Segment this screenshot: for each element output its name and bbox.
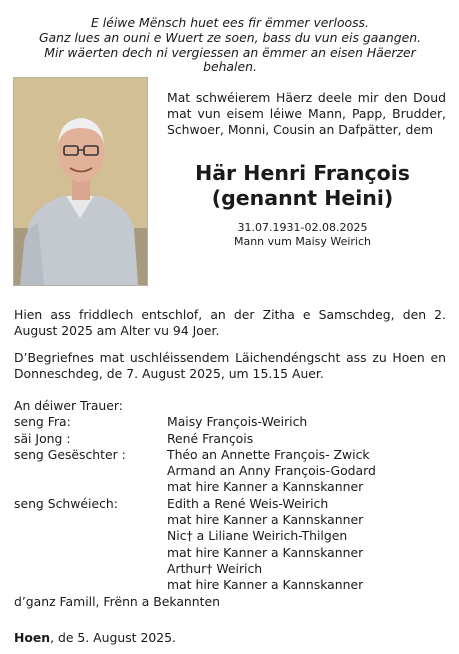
mourners-closing: d’ganz Famill, Frënn a Bekannten — [14, 593, 220, 609]
mourner-relation — [14, 577, 167, 593]
mourner-names: Armand an Anny François-Godard — [167, 463, 376, 479]
portrait-illustration — [14, 78, 147, 285]
mourner-names: René François — [167, 430, 254, 446]
mourner-relation: säi Jong : — [14, 430, 71, 446]
motto-line: E léiwe Mënsch huet ees fir ëmmer verlooss. — [91, 15, 369, 30]
motto-line: behalen. — [203, 59, 257, 75]
spouse-line: Mann vum Maisy Weirich — [233, 235, 372, 248]
death-paragraph: Hien ass friddlech entschlof, an der Zitha e Samschdeg, den 2. August 2025 am Alter vu 94 Joer. — [14, 307, 446, 338]
mourner-names: Edith a René Weis-Weirich — [167, 495, 329, 511]
mourner-relation — [14, 545, 167, 561]
life-dates: 31.07.1931-02.08.2025 — [237, 221, 368, 234]
motto-line: Mir wäerten dech ni vergiessen an ëmmer an eisen Häerzer — [44, 44, 416, 60]
mourner-row — [14, 545, 446, 561]
mourner-row — [14, 463, 446, 479]
mourner-relation: seng Gesëschter : — [14, 446, 126, 462]
motto-line: Ganz lues an ouni e Wuert ze soen, bass du vun eis gaangen. — [38, 29, 422, 45]
mourner-row — [14, 431, 446, 447]
mourner-row — [14, 528, 446, 544]
funeral-paragraph: D’Begriefnes mat uschléissendem Läichendéngscht ass zu Hoen en Donneschdeg, de 7. August 2025, um 15.15 Auer. — [14, 350, 446, 381]
mourner-names: mat hire Kanner a Kannskanner — [167, 577, 364, 593]
mourner-relation: seng Fra: — [14, 414, 71, 430]
mourner-names: Maisy François-Weirich — [167, 414, 308, 430]
mourners-list — [14, 398, 446, 610]
deceased-name-line: Här Henri François — [195, 161, 410, 185]
mourner-row — [14, 561, 446, 577]
portrait-photo — [13, 77, 148, 286]
mourner-relation — [14, 528, 167, 544]
life-dates-block — [160, 221, 445, 249]
mourner-relation — [14, 463, 167, 479]
mourner-row — [14, 479, 446, 495]
mourner-row — [14, 496, 446, 512]
mourner-names: mat hire Kanner a Kannskanner — [167, 479, 364, 495]
mourner-row — [14, 577, 446, 593]
mourner-row — [14, 512, 446, 528]
motto-poem — [10, 16, 450, 75]
mourner-names: Nic† a Liliane Weirich-Thilgen — [167, 528, 348, 544]
mourners-heading: An déiwer Trauer: — [14, 398, 123, 413]
mourner-names: Arthur† Weirich — [167, 560, 263, 576]
mourner-relation — [14, 561, 167, 577]
mourner-row — [14, 414, 446, 430]
mourner-relation — [14, 479, 167, 495]
deceased-name — [160, 161, 445, 211]
footer-place: Hoen — [14, 630, 51, 645]
place-date-line — [14, 630, 176, 646]
mourner-row — [14, 447, 446, 463]
mourner-relation — [14, 512, 167, 528]
footer-date: , de 5. August 2025. — [50, 630, 176, 645]
deceased-nickname-line: (genannt Heini) — [211, 186, 394, 210]
mourner-names: mat hire Kanner a Kannskanner — [167, 544, 364, 560]
mourner-names: mat hire Kanner a Kannskanner — [167, 512, 364, 528]
mourner-names: Théo an Annette François- Zwick — [167, 446, 370, 462]
mourner-relation: seng Schwéiech: — [14, 495, 118, 511]
intro-text: Mat schwéierem Häerz deele mir den Doud mat vun eisem léiwe Mann, Papp, Brudder, Schwoer, Monni, Cousin an Dafpätter, dem — [167, 90, 446, 137]
